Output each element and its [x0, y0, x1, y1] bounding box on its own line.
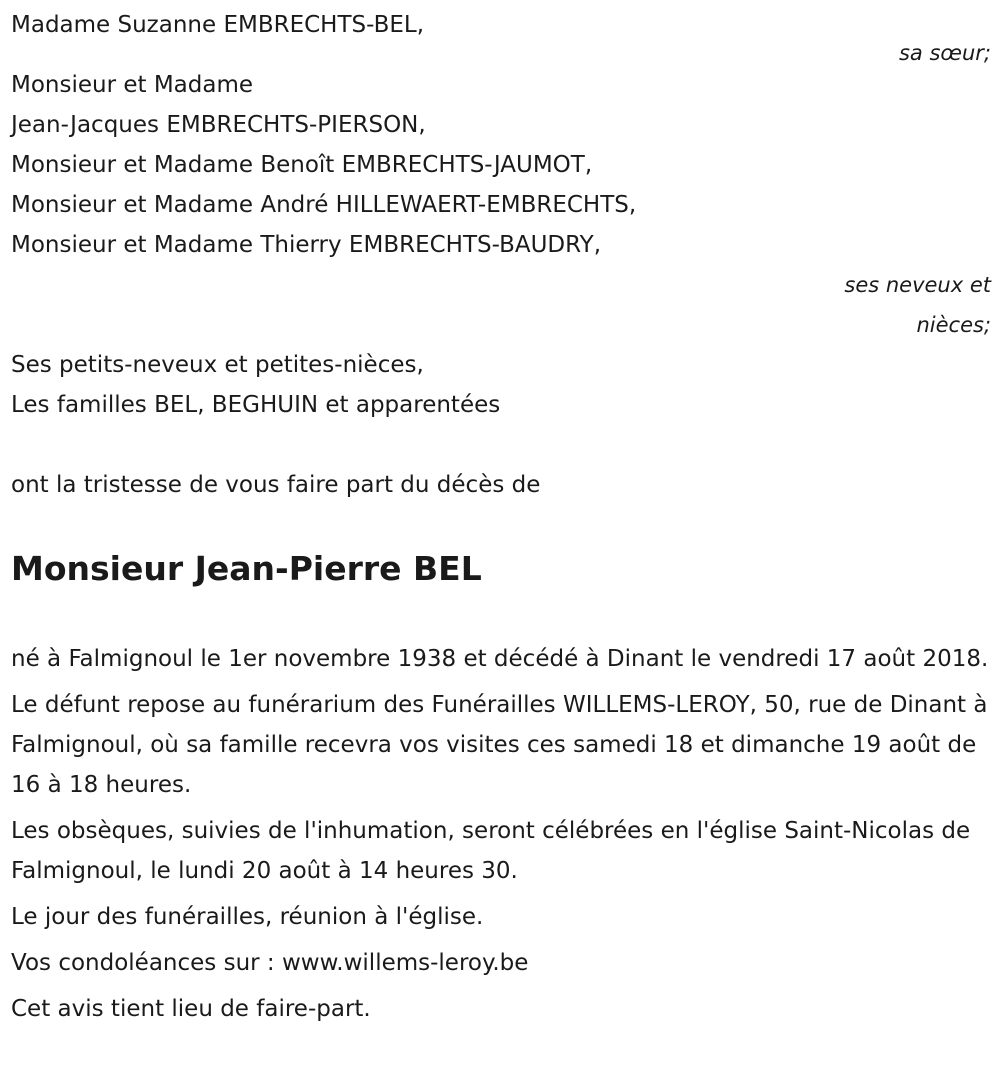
birth-death-paragraph: né à Falmignoul le 1er novembre 1938 et décédé à Dinant le vendredi 17 août 2018.: [11, 646, 989, 672]
relation-sister: sa sœur;: [898, 41, 991, 65]
family-member-nephew: Monsieur et Madame André HILLEWAERT-EMBRECHTS,: [11, 192, 637, 218]
deceased-name: Monsieur Jean-Pierre BEL: [11, 549, 482, 588]
family-member-nephew: Monsieur et Madame: [11, 72, 254, 98]
family-member-other: Les familles BEL, BEGHUIN et apparentées: [11, 392, 501, 418]
notice-paragraph: Cet avis tient lieu de faire-part.: [11, 996, 371, 1022]
relation-nephews: ses neveux et: [844, 273, 991, 297]
announcement-text: ont la tristesse de vous faire part du décès de: [11, 472, 541, 498]
condolences-paragraph: Vos condoléances sur : www.willems-leroy.be: [11, 950, 529, 976]
funeral-paragraph: Les obsèques, suivies de l'inhumation, seront célébrées en l'église Saint-Nicolas de Falmignoul, le lundi 20 août à 14 heures 30.: [11, 818, 971, 884]
relation-nephews-cont: nièces;: [916, 313, 991, 337]
family-member-nephew: Monsieur et Madame Benoît EMBRECHTS-JAUMOT,: [11, 152, 593, 178]
family-member-nephew: Monsieur et Madame Thierry EMBRECHTS-BAUDRY,: [11, 232, 602, 258]
nephews-block: [11, 65, 991, 265]
obituary-notice: [11, 0, 991, 1035]
visitation-paragraph: Le défunt repose au funérarium des Funérailles WILLEMS-LEROY, 50, rue de Dinant à Falmignoul, où sa famille recevra vos visites ces samedi 18 et dimanche 19 août de 16 à 18 heures.: [11, 692, 988, 798]
meeting-paragraph: Le jour des funérailles, réunion à l'église.: [11, 904, 484, 930]
family-member-sister: Madame Suzanne EMBRECHTS-BEL,: [11, 12, 425, 38]
family-member-other: Ses petits-neveux et petites-nièces,: [11, 352, 424, 378]
family-member-nephew: Jean-Jacques EMBRECHTS-PIERSON,: [11, 112, 426, 138]
other-relatives-block: [11, 345, 991, 425]
